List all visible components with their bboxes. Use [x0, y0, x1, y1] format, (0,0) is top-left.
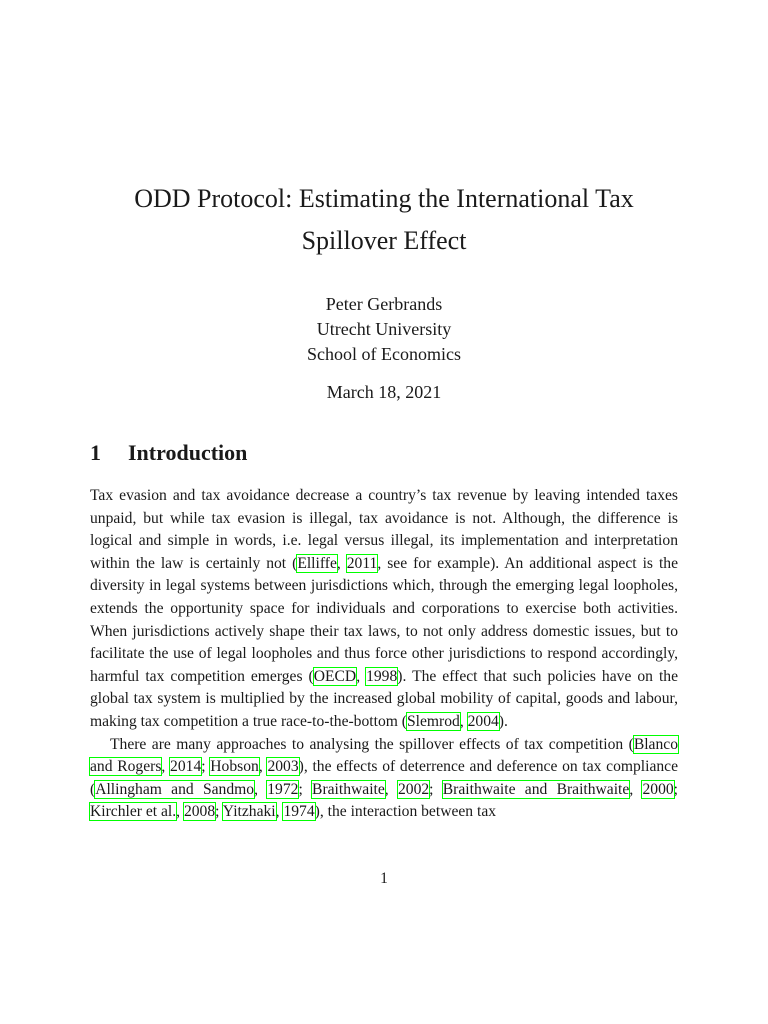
citation-year-link[interactable]: 2014 — [170, 758, 202, 776]
citation-link[interactable]: OECD — [313, 667, 357, 685]
section-number: 1 — [90, 440, 101, 465]
author-name: Peter Gerbrands — [325, 294, 443, 314]
section-title: Introduction — [128, 440, 248, 465]
paragraph-1: Tax evasion and tax avoidance decrease a country’s tax revenue by leaving intended taxes unpaid, but while tax evasion is illegal, tax avoidance is not. Although, the difference is logical and simple in words, i.e. legal versus illegal, its implementation and interpretation within the law is certainly not (Elliffe, 2011, see for example). An additional aspect is the diversity in legal systems between jurisdictions which, through the emerging legal loopholes, extends the opportunity space for individuals and corporations to exercise both activities. When jurisdictions actively shape their tax laws, to not only address domestic issues, but to facilitate the use of legal loopholes and thus force other jurisdictions to respond accordingly, harmful tax competition emerges (OECD, 1998). The effect that such policies have on the global tax system is multiplied by the increased global mobility of capital, goods and labour, making tax competition a true race-to-the-bottom (Slemrod, 2004). — [90, 487, 678, 730]
author-block — [90, 292, 678, 367]
citation-year-link[interactable]: 1998 — [366, 667, 398, 685]
text-run: ). The effect that such policies have on the global tax system is multiplied by the increased global mobility of capital, goods and labour, making tax competition a true race-to-the-bottom ( — [90, 667, 678, 730]
citation-year-link[interactable]: 2003 — [267, 758, 299, 776]
citation-year-link[interactable]: 2008 — [183, 803, 216, 821]
title-block — [90, 178, 678, 405]
text-run: Tax evasion and tax avoidance decrease a country’s tax revenue by leaving intended taxes unpaid, but while tax evasion is illegal, tax avoidance is not. Although, the difference is logical and simple in words, i.e. legal versus illegal, its implementation and interpretation within the law is certainly not ( — [90, 487, 678, 572]
text-run: There are many approaches to analysing the spillover effects of tax competition ( — [110, 735, 634, 753]
citation-link[interactable]: Slemrod — [406, 712, 460, 730]
citation-link[interactable]: Kirchler et al. — [90, 803, 177, 821]
citation-link[interactable]: Hobson — [210, 758, 259, 776]
citation-link[interactable]: Blanco and Rogers — [90, 735, 678, 776]
citation-year-link[interactable]: 2004 — [467, 712, 499, 730]
citation-link[interactable]: Braithwaite and Braithwaite — [442, 780, 630, 798]
page-number: 1 — [380, 870, 388, 887]
text-run: , see for example). An additional aspect is the diversity in legal systems between jurisdictions which, through the emerging legal loopholes, extends the opportunity space for individuals and corporations to exercise both activities. When jurisdictions actively shape their tax laws, to not only address domestic issues, but to facilitate the use of legal loopholes and thus force other jurisdictions to respond accordingly, harmful tax competition emerges ( — [90, 554, 678, 685]
affiliation-university: Utrecht University — [316, 319, 452, 339]
citation-year-link[interactable]: 2002 — [397, 780, 430, 798]
paper-title — [90, 178, 678, 262]
affiliation-school: School of Economics — [307, 344, 461, 364]
text-run: ). — [498, 712, 508, 730]
text-run: ), the interaction between tax — [314, 803, 497, 821]
paper-date: March 18, 2021 — [326, 382, 442, 402]
citation-year-link[interactable]: 2000 — [642, 780, 674, 798]
citation-link[interactable]: Yitzhaki — [222, 803, 276, 821]
citation-link[interactable]: Allingham and Sandmo — [95, 780, 255, 798]
citation-year-link[interactable]: 2011 — [346, 554, 378, 572]
section-heading — [90, 440, 247, 466]
citation-link[interactable]: Braithwaite — [312, 780, 385, 798]
paragraph-2: There are many approaches to analysing the spillover effects of tax competition (Blanco and Rogers, 2014; Hobson, 2003), the effects of deterrence and deference on tax compliance (Allingham and Sandmo, 1972; Braithwaite, 2002; Braithwaite and Braithwaite, 2000; Kirchler et al., 2008; Yitzhaki, 1974), the interaction between tax — [90, 735, 679, 821]
title-line-1: ODD Protocol: Estimating the International Tax — [134, 184, 634, 213]
text-run: ), the effects of deterrence and deference on tax compliance ( — [90, 758, 679, 798]
citation-link[interactable]: Elliffe — [297, 554, 337, 572]
body-text — [90, 485, 678, 824]
title-line-2: Spillover Effect — [301, 226, 467, 255]
citation-year-link[interactable]: 1972 — [267, 780, 299, 798]
citation-year-link[interactable]: 1974 — [283, 803, 315, 821]
